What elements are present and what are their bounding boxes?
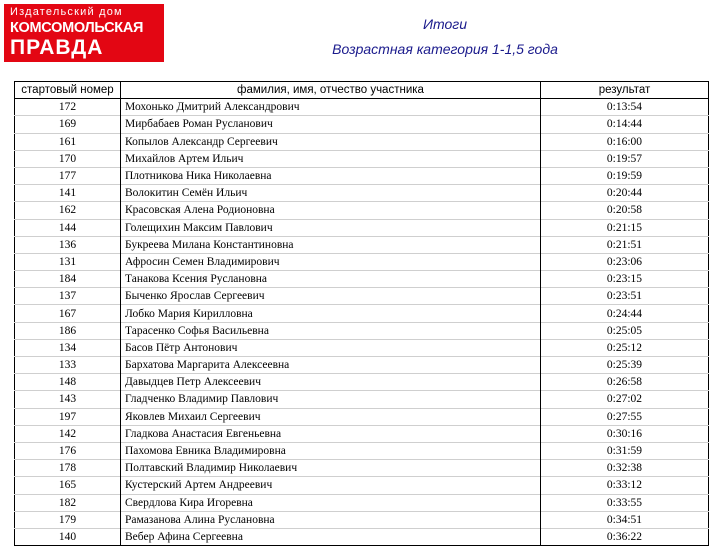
result-time-cell: 0:34:51 — [541, 511, 709, 528]
result-time-cell: 0:32:38 — [541, 460, 709, 477]
participant-name-cell: Гладкова Анастасия Евгеньевна — [121, 425, 541, 442]
participant-name-cell: Михайлов Артем Ильич — [121, 150, 541, 167]
result-time-cell: 0:16:00 — [541, 133, 709, 150]
logo-line-publisher: Издательский дом — [10, 6, 123, 18]
result-time-cell: 0:33:55 — [541, 494, 709, 511]
table-row — [15, 99, 709, 116]
result-time-cell: 0:27:02 — [541, 391, 709, 408]
table-row — [15, 185, 709, 202]
start-number-cell: 140 — [15, 528, 121, 545]
start-number-cell: 136 — [15, 236, 121, 253]
table-row — [15, 202, 709, 219]
start-number-cell: 165 — [15, 477, 121, 494]
column-header-participant-name: фамилия, имя, отчество участника — [121, 82, 541, 99]
participant-name-cell: Бархатова Маргарита Алексеевна — [121, 357, 541, 374]
start-number-cell: 142 — [15, 425, 121, 442]
table-row — [15, 391, 709, 408]
start-number-cell: 133 — [15, 357, 121, 374]
participant-name-cell: Копылов Александр Сергеевич — [121, 133, 541, 150]
start-number-cell: 148 — [15, 374, 121, 391]
participant-name-cell: Быченко Ярослав Сергеевич — [121, 288, 541, 305]
start-number-cell: 182 — [15, 494, 121, 511]
table-row — [15, 425, 709, 442]
table-row — [15, 477, 709, 494]
table-row — [15, 167, 709, 184]
start-number-cell: 172 — [15, 99, 121, 116]
participant-name-cell: Букреева Милана Константиновна — [121, 236, 541, 253]
participant-name-cell: Яковлев Михаил Сергеевич — [121, 408, 541, 425]
table-row — [15, 116, 709, 133]
participant-name-cell: Рамазанова Алина Руслановна — [121, 511, 541, 528]
table-header-row — [15, 82, 709, 99]
participant-name-cell: Полтавский Владимир Николаевич — [121, 460, 541, 477]
result-time-cell: 0:14:44 — [541, 116, 709, 133]
result-time-cell: 0:13:54 — [541, 99, 709, 116]
result-time-cell: 0:23:51 — [541, 288, 709, 305]
result-time-cell: 0:21:51 — [541, 236, 709, 253]
result-time-cell: 0:25:39 — [541, 357, 709, 374]
start-number-cell: 134 — [15, 339, 121, 356]
result-time-cell: 0:26:58 — [541, 374, 709, 391]
results-table — [14, 81, 709, 546]
table-row — [15, 357, 709, 374]
start-number-cell: 184 — [15, 271, 121, 288]
result-time-cell: 0:27:55 — [541, 408, 709, 425]
start-number-cell: 197 — [15, 408, 121, 425]
age-category-subtitle: Возрастная категория 1-1,5 года — [332, 41, 558, 57]
table-row — [15, 460, 709, 477]
start-number-cell: 144 — [15, 219, 121, 236]
participant-name-cell: Гладченко Владимир Павлович — [121, 391, 541, 408]
table-row — [15, 494, 709, 511]
table-row — [15, 339, 709, 356]
table-row — [15, 528, 709, 545]
start-number-cell: 137 — [15, 288, 121, 305]
participant-name-cell: Мохонько Дмитрий Александрович — [121, 99, 541, 116]
column-header-result: результат — [541, 82, 709, 99]
table-row — [15, 150, 709, 167]
result-time-cell: 0:33:12 — [541, 477, 709, 494]
table-row — [15, 442, 709, 459]
start-number-cell: 141 — [15, 185, 121, 202]
participant-name-cell: Тарасенко Софья Васильевна — [121, 322, 541, 339]
table-row — [15, 236, 709, 253]
page-title: Итоги — [423, 16, 467, 32]
document-header — [170, 12, 720, 62]
column-header-start-number: стартовый номер — [15, 82, 121, 99]
start-number-cell: 178 — [15, 460, 121, 477]
start-number-cell: 176 — [15, 442, 121, 459]
result-time-cell: 0:25:12 — [541, 339, 709, 356]
table-row — [15, 305, 709, 322]
participant-name-cell: Волокитин Семён Ильич — [121, 185, 541, 202]
publisher-logo — [4, 4, 164, 62]
start-number-cell: 169 — [15, 116, 121, 133]
start-number-cell: 143 — [15, 391, 121, 408]
result-time-cell: 0:23:06 — [541, 253, 709, 270]
result-time-cell: 0:21:15 — [541, 219, 709, 236]
table-row — [15, 374, 709, 391]
start-number-cell: 179 — [15, 511, 121, 528]
result-time-cell: 0:36:22 — [541, 528, 709, 545]
table-row — [15, 253, 709, 270]
result-time-cell: 0:25:05 — [541, 322, 709, 339]
participant-name-cell: Свердлова Кира Игоревна — [121, 494, 541, 511]
start-number-cell: 161 — [15, 133, 121, 150]
results-table-body — [15, 99, 709, 546]
table-row — [15, 219, 709, 236]
result-time-cell: 0:24:44 — [541, 305, 709, 322]
table-row — [15, 511, 709, 528]
logo-line-pravda: ПРАВДА — [10, 35, 104, 59]
result-time-cell: 0:19:59 — [541, 167, 709, 184]
table-row — [15, 133, 709, 150]
participant-name-cell: Плотникова Ника Николаевна — [121, 167, 541, 184]
start-number-cell: 177 — [15, 167, 121, 184]
participant-name-cell: Афросин Семен Владимирович — [121, 253, 541, 270]
start-number-cell: 131 — [15, 253, 121, 270]
participant-name-cell: Пахомова Евника Владимировна — [121, 442, 541, 459]
participant-name-cell: Голещихин Максим Павлович — [121, 219, 541, 236]
result-time-cell: 0:23:15 — [541, 271, 709, 288]
result-time-cell: 0:31:59 — [541, 442, 709, 459]
table-row — [15, 322, 709, 339]
start-number-cell: 167 — [15, 305, 121, 322]
participant-name-cell: Давыдцев Петр Алексеевич — [121, 374, 541, 391]
result-time-cell: 0:19:57 — [541, 150, 709, 167]
participant-name-cell: Красовская Алена Родионовна — [121, 202, 541, 219]
start-number-cell: 162 — [15, 202, 121, 219]
table-row — [15, 408, 709, 425]
table-row — [15, 271, 709, 288]
participant-name-cell: Басов Пётр Антонович — [121, 339, 541, 356]
participant-name-cell: Вебер Афина Сергеевна — [121, 528, 541, 545]
participant-name-cell: Танакова Ксения Руслановна — [121, 271, 541, 288]
participant-name-cell: Лобко Мария Кирилловна — [121, 305, 541, 322]
result-time-cell: 0:20:58 — [541, 202, 709, 219]
start-number-cell: 170 — [15, 150, 121, 167]
result-time-cell: 0:30:16 — [541, 425, 709, 442]
start-number-cell: 186 — [15, 322, 121, 339]
participant-name-cell: Мирбабаев Роман Русланович — [121, 116, 541, 133]
participant-name-cell: Кустерский Артем Андреевич — [121, 477, 541, 494]
result-time-cell: 0:20:44 — [541, 185, 709, 202]
table-row — [15, 288, 709, 305]
logo-line-komsomolskaya: КОМСОМОЛЬСКАЯ — [10, 20, 144, 36]
